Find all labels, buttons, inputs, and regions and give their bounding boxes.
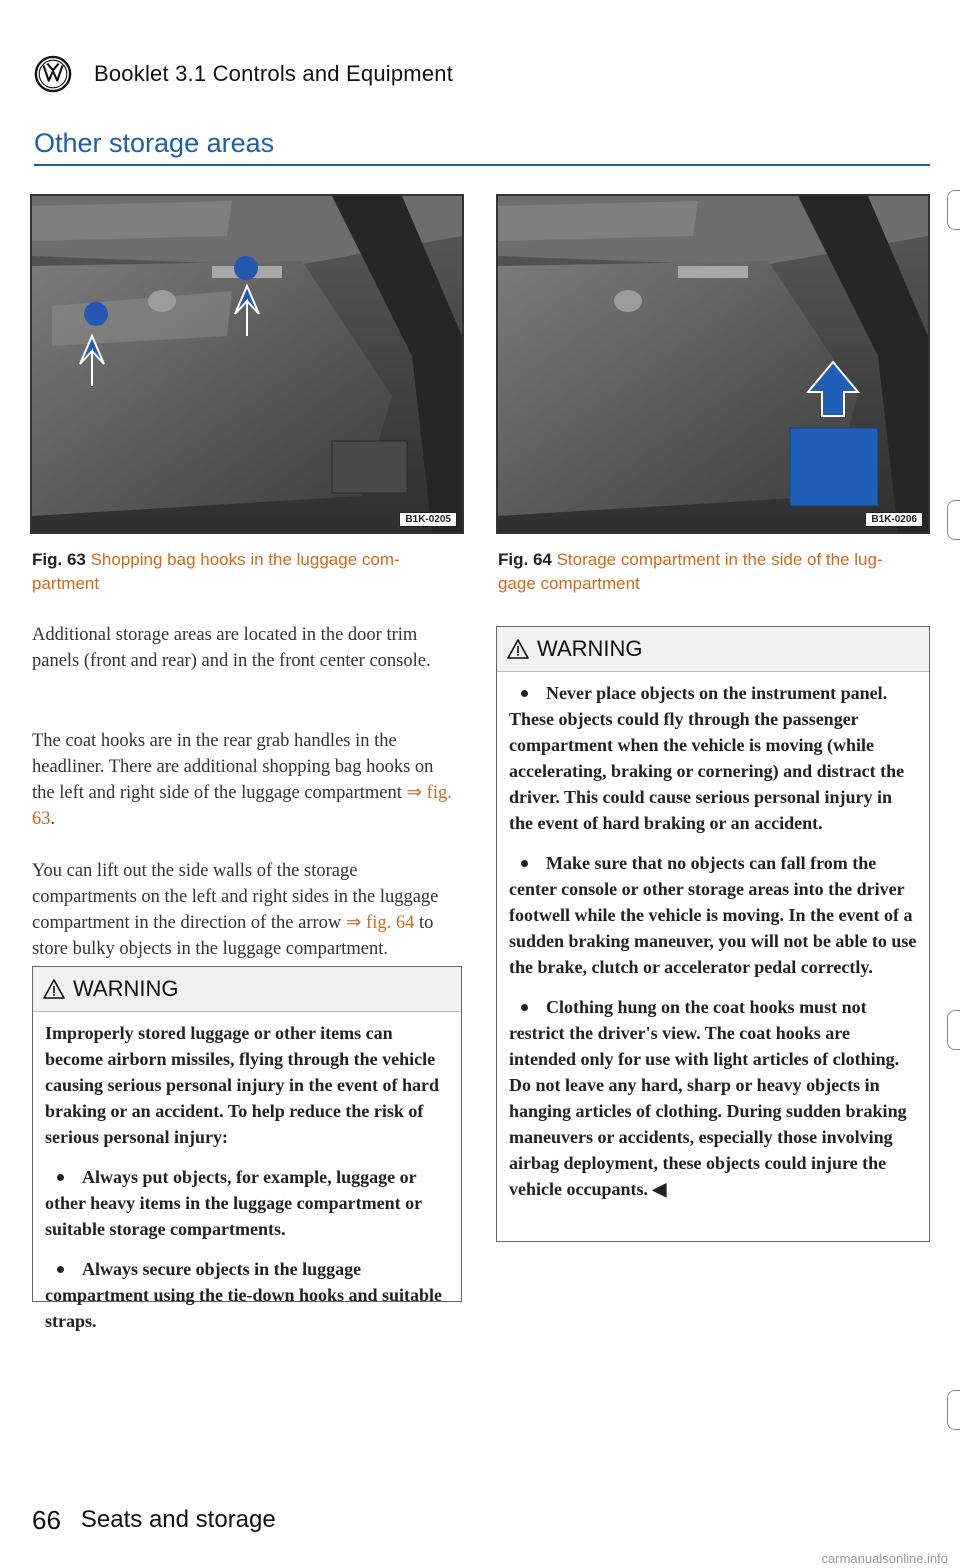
warning-item: Always secure objects in the luggage compartment using the tie-down hooks and suitable straps. xyxy=(45,1259,443,1331)
warning-triangle-icon xyxy=(507,639,529,659)
figure-63-caption xyxy=(32,548,452,596)
end-mark-icon: ◀ xyxy=(652,1179,667,1199)
figure-link[interactable]: fig. 63 xyxy=(32,783,452,829)
warning-box xyxy=(32,966,462,1331)
figure-link[interactable]: fig. 64 xyxy=(366,913,415,933)
warning-intro: Improperly stored luggage or other items can become airborn missiles, flying through the vehicle causing serious personal injury in the event of hard braking or an accident. To help reduce the risk of serious personal injury: xyxy=(45,1023,440,1147)
caption-text: Storage compartment in the side of the lug- gage compartment xyxy=(498,550,883,593)
image-code: B1K-0206 xyxy=(865,512,923,527)
vw-logo-icon xyxy=(34,55,72,93)
page-number: 66 xyxy=(32,1504,61,1535)
warning-header xyxy=(33,967,461,1012)
warning-title: WARNING xyxy=(537,636,643,661)
caption-number: Fig. 64 xyxy=(498,550,552,569)
body-paragraph: Additional storage areas are located in the door trim panels (front and rear) and in the front center console. xyxy=(32,625,431,671)
body-paragraph: The coat hooks are in the rear grab handles in the headliner. There are additional shopping bag hooks on the left and right side of the luggage compartment ⇒ fig. 63. xyxy=(32,731,452,829)
watermark: carmanualsonline.info xyxy=(821,1551,948,1566)
figure-63-image xyxy=(30,194,464,534)
page-edge-tab xyxy=(947,1010,960,1050)
ref-arrow: ⇒ xyxy=(345,913,362,933)
page-footer xyxy=(32,1502,276,1538)
warning-item: Always put objects, for example, luggage or other heavy items in the luggage compartment or suitable storage compartments. xyxy=(45,1167,422,1239)
figure-64-caption xyxy=(498,548,918,596)
booklet-label: Booklet 3.1 Controls and Equipment xyxy=(94,61,454,86)
chapter-title: Seats and storage xyxy=(80,1506,276,1533)
warning-header xyxy=(497,627,929,672)
figure-64-image xyxy=(496,194,930,534)
warning-box xyxy=(496,626,930,1242)
ref-arrow: ⇒ xyxy=(406,783,423,803)
warning-item: Make sure that no objects can fall from the center console or other storage areas into the driver footwell while the vehicle is moving. In the event of a sudden braking maneuver, you will not be able to use the brake, clutch or accelerator pedal correctly. xyxy=(509,853,917,977)
page-header xyxy=(34,52,453,96)
caption-text: Shopping bag hooks in the luggage com- partment xyxy=(32,550,400,593)
section-rule xyxy=(34,164,930,166)
section-title: Other storage areas xyxy=(34,128,275,158)
caption-number: Fig. 63 xyxy=(32,550,86,569)
page-edge-tab xyxy=(947,1390,960,1430)
warning-title: WARNING xyxy=(73,976,179,1001)
image-code: B1K-0205 xyxy=(399,512,457,527)
warning-item: Never place objects on the instrument panel. These objects could fly through the passenger compartment when the vehicle is moving (while accelerating, braking or cornering) and distract the driver. This could cause serious personal injury in the event of hard braking or an accident. xyxy=(509,683,905,833)
warning-item: Clothing hung on the coat hooks must not restrict the driver's view. The coat hooks are intended only for use with light articles of clothing. Do not leave any hard, sharp or heavy objects in hanging articles of clothing. During sudden braking maneuvers or accidents, especially those involving airbag deployment, these objects could injure the vehicle occupants. ◀ xyxy=(509,997,907,1199)
page-edge-tab xyxy=(947,500,960,540)
body-paragraph: You can lift out the side walls of the storage compartments on the left and right sides in the luggage compartment in the direction of the arrow ⇒ fig. 64 to store bulky objects in the luggage compartment. xyxy=(32,861,439,959)
page-edge-tab xyxy=(947,190,960,230)
warning-triangle-icon xyxy=(43,979,65,999)
